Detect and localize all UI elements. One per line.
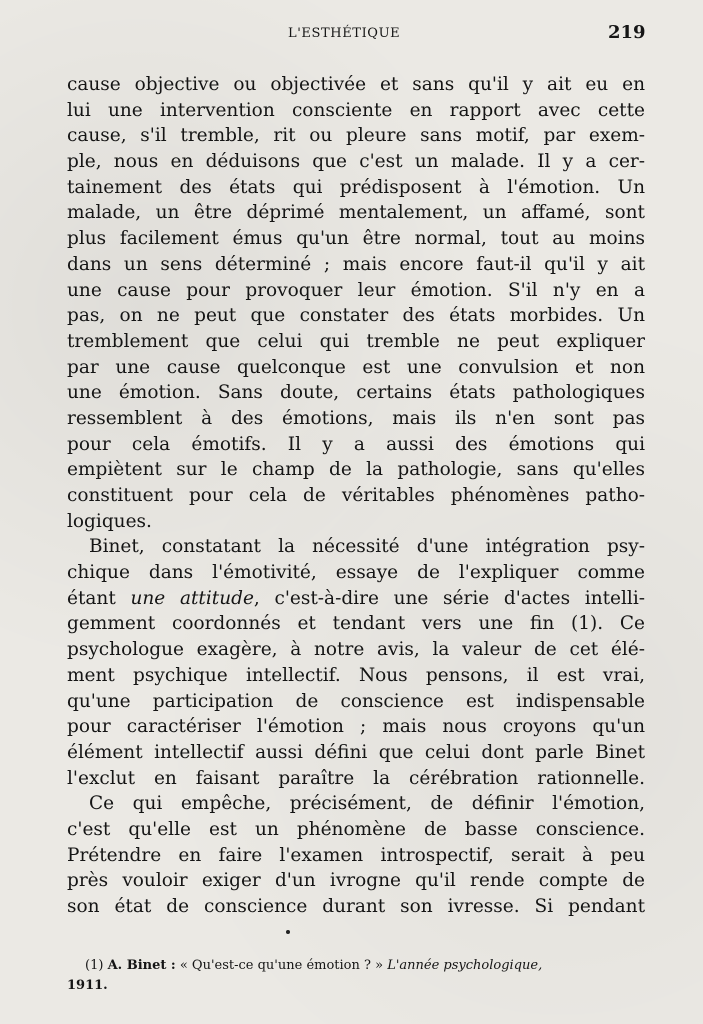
emphasis-text: une attitude [130, 587, 254, 609]
text-line: lui une intervention consciente en rapport avec cette [67, 99, 645, 121]
footnote-line [67, 956, 645, 976]
running-head [0, 22, 703, 46]
footnote-title: « Qu'est-ce qu'une émotion ? » [179, 958, 384, 973]
page-number: 219 [608, 22, 646, 43]
text-line: l'exclut en faisant paraître la cérébration rationnelle. [67, 767, 645, 789]
text-line: empiètent sur le champ de la pathologie, sans qu'elles [67, 459, 645, 481]
text-line: étant une attitude, c'est-à-dire une série d'actes intelli- [67, 587, 645, 609]
text-line: près vouloir exiger d'un ivrogne qu'il rende compte de [67, 870, 645, 892]
footnote [67, 956, 645, 996]
text-line: une cause pour provoquer leur émotion. S'il n'y en a [67, 279, 645, 301]
text-line: pour caractériser l'émotion ; mais nous croyons qu'un [67, 716, 645, 738]
text-line: chique dans l'émotivité, essaye de l'expliquer comme [67, 562, 645, 584]
text-line: tremblement que celui qui tremble ne peut expliquer [67, 330, 645, 352]
text-line: logiques. [67, 510, 152, 532]
text-line: ment psychique intellectif. Nous pensons, il est vrai, [67, 664, 645, 686]
text-line: c'est qu'elle est un phénomène de basse conscience. [67, 818, 645, 840]
text-line: Binet, constatant la nécessité d'une intégration psy- [89, 536, 645, 558]
text-line: Prétendre en faire l'examen introspectif, serait à peu [67, 844, 645, 866]
footnote-author: A. Binet : [107, 958, 176, 973]
body-text [67, 72, 645, 920]
text-line: dans un sens déterminé ; mais encore faut-il qu'il y ait [67, 253, 645, 275]
text-line: élément intellectif aussi défini que celui dont parle Binet [67, 741, 645, 763]
text-line: pas, on ne peut que constater des états morbides. Un [67, 305, 645, 327]
text-line: ressemblent à des émotions, mais ils n'en sont pas [67, 407, 645, 429]
text-line: qu'une participation de conscience est indispensable [67, 690, 645, 712]
text-line: une émotion. Sans doute, certains états pathologiques [67, 382, 645, 404]
text-line: constituent pour cela de véritables phénomènes patho- [67, 485, 645, 506]
text-line: cause objective ou objectivée et sans qu'il y ait eu en [67, 74, 645, 95]
footnote-journal: L'année psychologique, [387, 958, 543, 973]
text-line: cause, s'il tremble, rit ou pleure sans motif, par exem- [67, 125, 645, 147]
text-line: gemment coordonnés et tendant vers une fin (1). Ce [67, 613, 645, 635]
footnote-year: 1911. [67, 978, 108, 993]
text-line: pour cela émotifs. Il y a aussi des émotions qui [67, 433, 645, 455]
text-line: par une cause quelconque est une convulsion et non [67, 356, 645, 378]
text-line: Ce qui empêche, précisément, de définir l'émotion, [89, 793, 645, 815]
text-line: malade, un être déprimé mentalement, un affamé, sont [67, 202, 645, 224]
text-line: son état de conscience durant son ivresse. Si pendant [67, 896, 645, 917]
footnote-line [67, 976, 645, 996]
text-line: tainement des états qui prédisposent à l'émotion. Un [67, 176, 645, 198]
text-line: psychologue exagère, à notre avis, la valeur de cet élé- [67, 639, 645, 661]
printer-dot [286, 930, 290, 934]
footnote-marker: (1) [85, 958, 104, 973]
text-line: ple, nous en déduisons que c'est un malade. Il y a cer- [67, 151, 645, 173]
running-title: L'ESTHÉTIQUE [288, 26, 401, 41]
text-line: plus facilement émus qu'un être normal, tout au moins [67, 228, 645, 250]
